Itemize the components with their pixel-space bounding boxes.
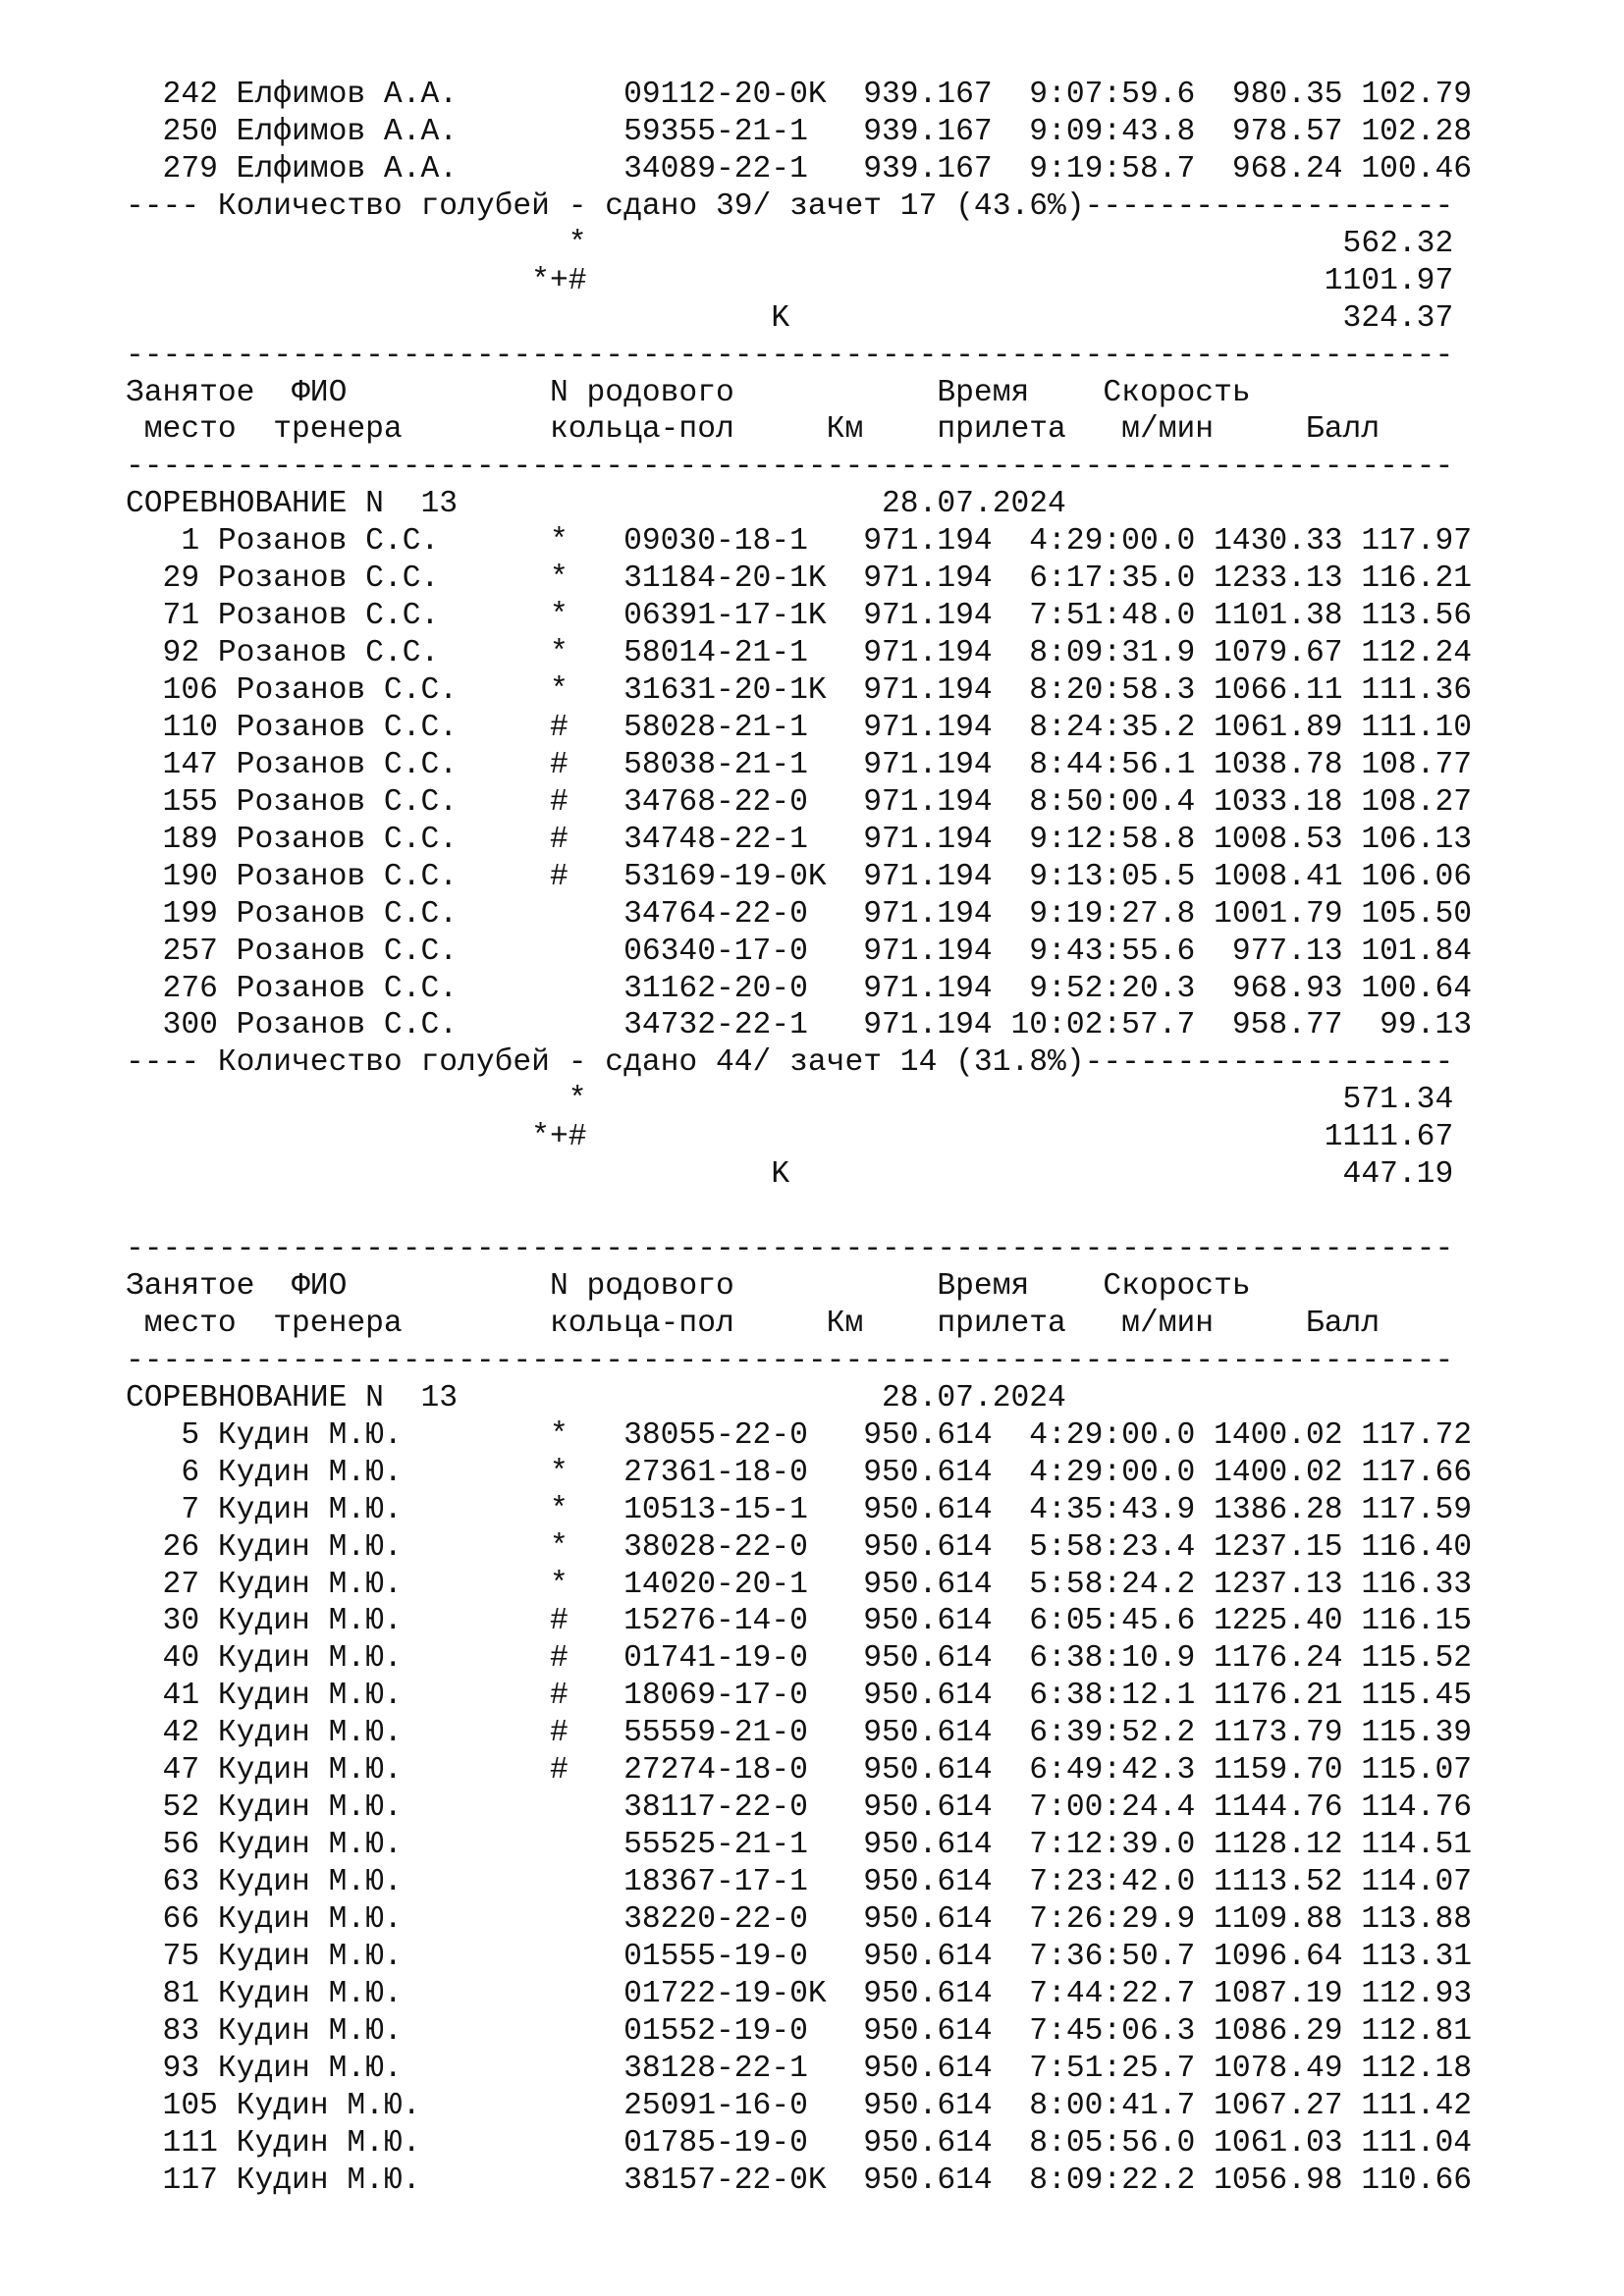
report-line: *+# 1101.97 bbox=[126, 263, 1454, 298]
report-line: место тренера кольца-пол Км прилета м/мин Балл bbox=[126, 1306, 1380, 1341]
report-line: ------------------------------------------------------------------------ bbox=[126, 338, 1454, 373]
report-line: 83 Кудин М.Ю. 01552-19-0 950.614 7:45:06.3 1086.29 112.81 bbox=[126, 2013, 1473, 2049]
report-line: 250 Елфимов А.А. 59355-21-1 939.167 9:09:43.8 978.57 102.28 bbox=[126, 114, 1473, 149]
report-line: 147 Розанов С.С. # 58038-21-1 971.194 8:44:56.1 1038.78 108.77 bbox=[126, 747, 1473, 782]
report-line: * 562.32 bbox=[126, 226, 1454, 261]
report-line: ---- Количество голубей - сдано 39/ зачет 17 (43.6%)-------------------- bbox=[126, 188, 1454, 224]
report-line: 56 Кудин М.Ю. 55525-21-1 950.614 7:12:39.0 1128.12 114.51 bbox=[126, 1828, 1473, 1863]
report-line: 41 Кудин М.Ю. # 18069-17-0 950.614 6:38:12.1 1176.21 115.45 bbox=[126, 1679, 1473, 1714]
report-line: 279 Елфимов А.А. 34089-22-1 939.167 9:19:58.7 968.24 100.46 bbox=[126, 151, 1473, 187]
report-line: 117 Кудин М.Ю. 38157-22-0K 950.614 8:09:22.2 1056.98 110.66 bbox=[126, 2163, 1473, 2198]
report-line: 26 Кудин М.Ю. * 38028-22-0 950.614 5:58:23.4 1237.15 116.40 bbox=[126, 1529, 1473, 1565]
report-line: 276 Розанов С.С. 31162-20-0 971.194 9:52:20.3 968.93 100.64 bbox=[126, 971, 1473, 1006]
report-line: * 571.34 bbox=[126, 1083, 1454, 1118]
report-line: 7 Кудин М.Ю. * 10513-15-1 950.614 4:35:43.9 1386.28 117.59 bbox=[126, 1492, 1473, 1527]
report-line: 106 Розанов С.С. * 31631-20-1K 971.194 8:20:58.3 1066.11 111.36 bbox=[126, 673, 1473, 708]
report-line: 190 Розанов С.С. # 53169-19-0K 971.194 9:13:05.5 1008.41 106.06 bbox=[126, 859, 1473, 894]
report-line: 300 Розанов С.С. 34732-22-1 971.194 10:02:57.7 958.77 99.13 bbox=[126, 1008, 1473, 1043]
report-line: 1 Розанов С.С. * 09030-18-1 971.194 4:29:00.0 1430.33 117.97 bbox=[126, 524, 1473, 560]
report-line: СОРЕВНОВАНИЕ N 13 28.07.2024 bbox=[126, 487, 1066, 522]
report-line: 5 Кудин М.Ю. * 38055-22-0 950.614 4:29:00.0 1400.02 117.72 bbox=[126, 1417, 1473, 1453]
report-line: 189 Розанов С.С. # 34748-22-1 971.194 9:12:58.8 1008.53 106.13 bbox=[126, 822, 1473, 857]
report-line: 242 Елфимов А.А. 09112-20-0K 939.167 9:07:59.6 980.35 102.79 bbox=[126, 78, 1473, 112]
report-line: 71 Розанов С.С. * 06391-17-1K 971.194 7:51:48.0 1101.38 113.56 bbox=[126, 599, 1473, 634]
report-line: ---- Количество голубей - сдано 44/ зачет 14 (31.8%)-------------------- bbox=[126, 1045, 1454, 1081]
race-results-listing bbox=[126, 77, 1472, 2199]
report-line: 29 Розанов С.С. * 31184-20-1K 971.194 6:17:35.0 1233.13 116.21 bbox=[126, 561, 1473, 597]
report-line: K 447.19 bbox=[126, 1157, 1454, 1193]
report-line: 75 Кудин М.Ю. 01555-19-0 950.614 7:36:50.7 1096.64 113.31 bbox=[126, 1939, 1473, 1974]
report-line: 47 Кудин М.Ю. # 27274-18-0 950.614 6:49:42.3 1159.70 115.07 bbox=[126, 1753, 1473, 1789]
report-line: 63 Кудин М.Ю. 18367-17-1 950.614 7:23:42.0 1113.52 114.07 bbox=[126, 1865, 1473, 1899]
report-line: 66 Кудин М.Ю. 38220-22-0 950.614 7:26:29.9 1109.88 113.88 bbox=[126, 1901, 1473, 1937]
report-line: 42 Кудин М.Ю. # 55559-21-0 950.614 6:39:52.2 1173.79 115.39 bbox=[126, 1716, 1473, 1751]
report-line: 105 Кудин М.Ю. 25091-16-0 950.614 8:00:41.7 1067.27 111.42 bbox=[126, 2088, 1473, 2123]
report-line: Занятое ФИО N родового Время Скорость bbox=[126, 1269, 1251, 1304]
report-line: СОРЕВНОВАНИЕ N 13 28.07.2024 bbox=[126, 1380, 1066, 1415]
report-line bbox=[126, 1194, 1472, 1231]
report-line: 6 Кудин М.Ю. * 27361-18-0 950.614 4:29:00.0 1400.02 117.66 bbox=[126, 1455, 1473, 1490]
report-line: Занятое ФИО N родового Время Скорость bbox=[126, 375, 1251, 410]
report-line: 111 Кудин М.Ю. 01785-19-0 950.614 8:05:56.0 1061.03 111.04 bbox=[126, 2125, 1473, 2161]
report-line: 155 Розанов С.С. # 34768-22-0 971.194 8:50:00.4 1033.18 108.27 bbox=[126, 784, 1473, 820]
report-line: 40 Кудин М.Ю. # 01741-19-0 950.614 6:38:10.9 1176.24 115.52 bbox=[126, 1641, 1473, 1677]
report-line: *+# 1111.67 bbox=[126, 1120, 1454, 1155]
report-line: 52 Кудин М.Ю. 38117-22-0 950.614 7:00:24.4 1144.76 114.76 bbox=[126, 1790, 1473, 1826]
report-line: 199 Розанов С.С. 34764-22-0 971.194 9:19:27.8 1001.79 105.50 bbox=[126, 896, 1473, 932]
report-line: 257 Розанов С.С. 06340-17-0 971.194 9:43:55.6 977.13 101.84 bbox=[126, 934, 1473, 969]
report-line: 27 Кудин М.Ю. * 14020-20-1 950.614 5:58:24.2 1237.13 116.33 bbox=[126, 1567, 1473, 1602]
report-line: место тренера кольца-пол Км прилета м/мин Балл bbox=[126, 412, 1380, 448]
report-line: 81 Кудин М.Ю. 01722-19-0K 950.614 7:44:22.7 1087.19 112.93 bbox=[126, 1976, 1473, 2011]
report-line: ------------------------------------------------------------------------ bbox=[126, 1232, 1454, 1267]
report-line: 93 Кудин М.Ю. 38128-22-1 950.614 7:51:25.7 1078.49 112.18 bbox=[126, 2051, 1473, 2086]
report-line: ------------------------------------------------------------------------ bbox=[126, 450, 1454, 485]
report-line: 110 Розанов С.С. # 58028-21-1 971.194 8:24:35.2 1061.89 111.10 bbox=[126, 710, 1473, 745]
report-line: 92 Розанов С.С. * 58014-21-1 971.194 8:09:31.9 1079.67 112.24 bbox=[126, 636, 1473, 671]
report-line: ------------------------------------------------------------------------ bbox=[126, 1343, 1454, 1378]
report-line: K 324.37 bbox=[126, 300, 1454, 336]
report-line: 30 Кудин М.Ю. # 15276-14-0 950.614 6:05:45.6 1225.40 116.15 bbox=[126, 1604, 1473, 1639]
